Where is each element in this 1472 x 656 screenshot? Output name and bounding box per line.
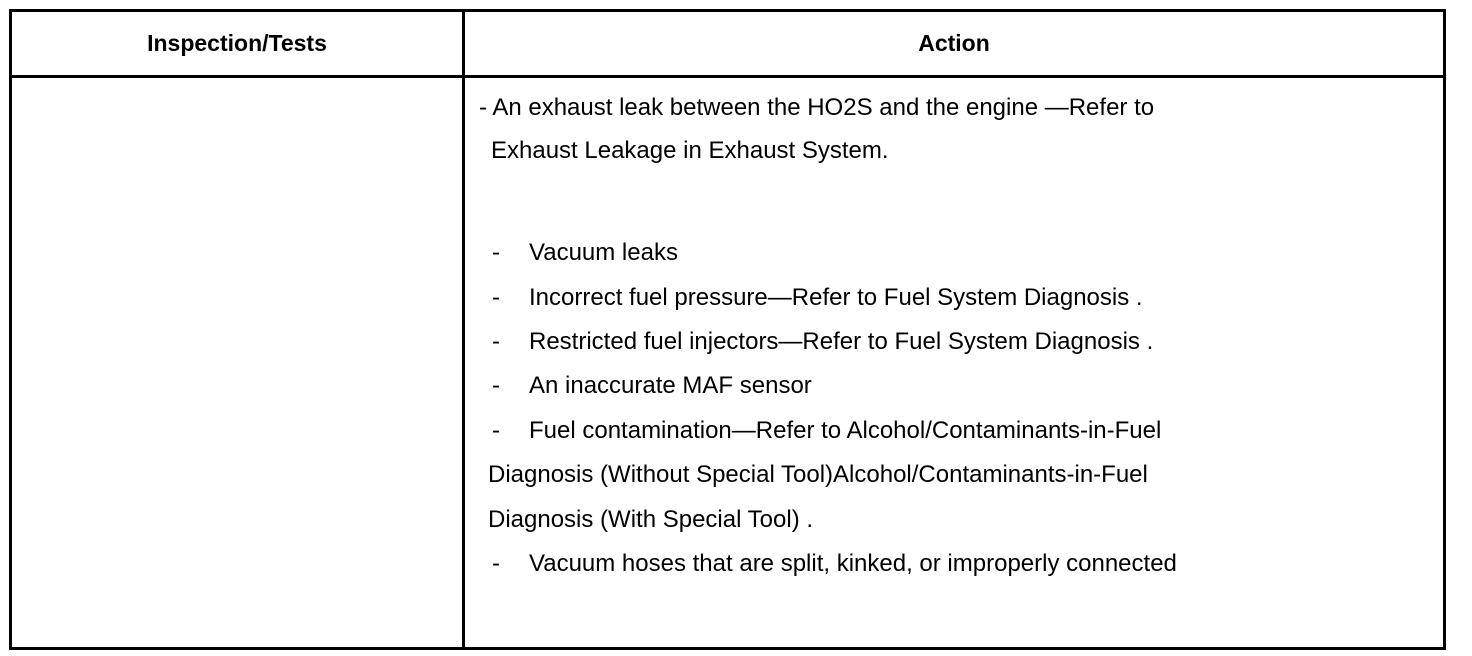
bullet-text-vacuum-leaks: Vacuum leaks: [529, 239, 678, 266]
bullet-text-vacuum-hoses: Vacuum hoses that are split, kinked, or improperly connected: [529, 550, 1177, 577]
inspection-tests-cell: [12, 78, 462, 647]
bullet-dash: -: [492, 550, 500, 577]
bullet-text-fuel-pressure: Incorrect fuel pressure—Refer to Fuel System Diagnosis .: [529, 284, 1143, 311]
intro-line-2: Exhaust Leakage in Exhaust System.: [491, 137, 889, 164]
bullet-dash: -: [492, 417, 500, 444]
bullet-dash: -: [492, 239, 500, 266]
bullet-dash: -: [492, 284, 500, 311]
bullet-text-maf-sensor: An inaccurate MAF sensor: [529, 372, 812, 399]
bullet-dash: -: [492, 328, 500, 355]
header-action: Action: [918, 30, 990, 56]
intro-line-1: - An exhaust leak between the HO2S and the engine —Refer to: [479, 94, 1155, 121]
continuation-line-2: Diagnosis (With Special Tool) .: [488, 506, 814, 533]
bullet-dash: -: [492, 372, 500, 399]
header-inspection-tests: Inspection/Tests: [147, 30, 327, 56]
continuation-line-1: Diagnosis (Without Special Tool)Alcohol/Contaminants-in-Fuel: [488, 461, 1148, 488]
bullet-text-fuel-injectors: Restricted fuel injectors—Refer to Fuel System Diagnosis .: [529, 328, 1154, 355]
action-cell: [465, 78, 1443, 647]
inspection-action-table: [9, 9, 1446, 650]
bullet-text-fuel-contamination: Fuel contamination—Refer to Alcohol/Contaminants-in-Fuel: [529, 417, 1162, 444]
